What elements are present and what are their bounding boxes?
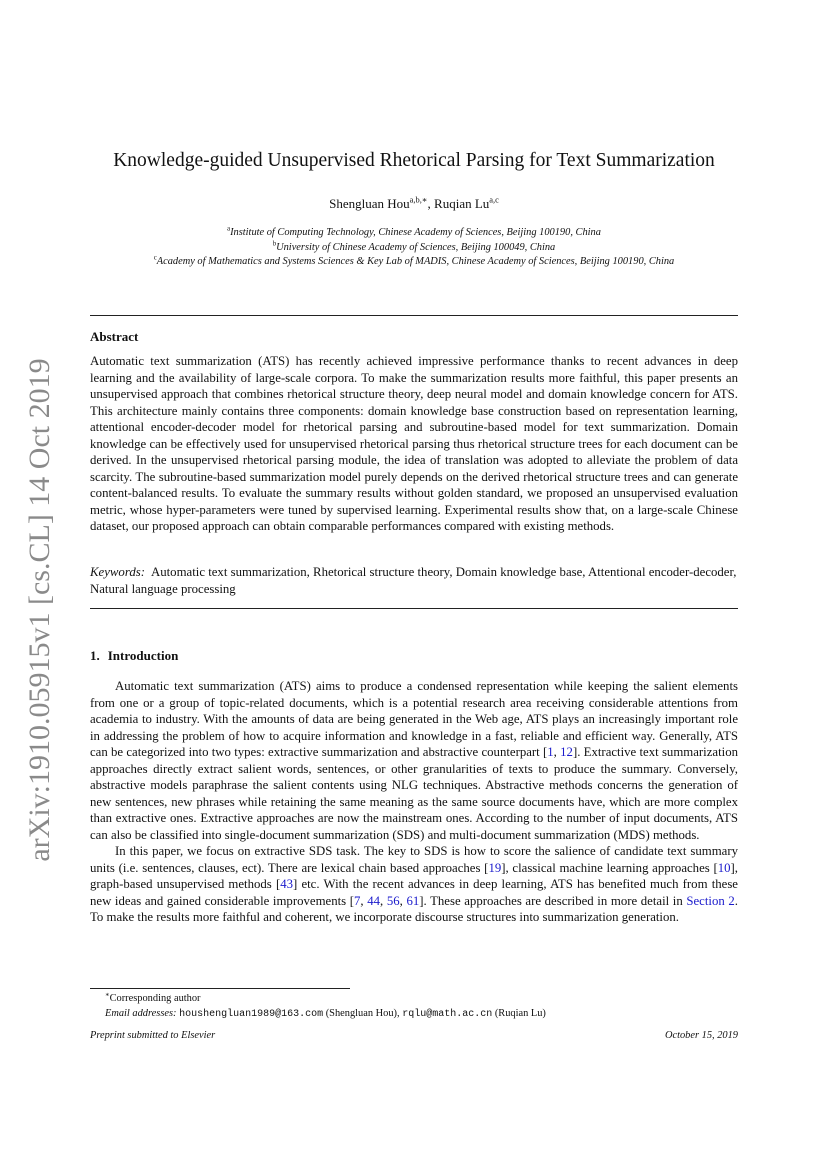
abstract-text: Automatic text summarization (ATS) has recently achieved impressive performance thanks to recent advances in deep learning and the availability of large-scale corpora. To make the summarization results more faithful, this paper presents an unsupervised approach that combines rhetorical structure theory, deep neural model and domain knowledge concern for ATS. This architecture mainly contains three components: domain knowledge base construction based on representation learning, attentional encoder-decoder model for rhetorical parsing and subroutine-based model for text summarization. Domain knowledge can be effectively used for unsupervised rhetorical parsing thus rhetorical structure trees for each document can be derived. In the unsupervised rhetorical parsing module, the idea of translation was adopted to alleviate the problem of data scarcity. The subroutine-based summarization model purely depends on the derived rhetorical structure trees and can generate content-balanced results. To evaluate the summary results without golden standard, we proposed an unsupervised evaluation metric, whose hyper-parameters were tuned by supervised learning. Experimental results show that, on a large-scale Chinese dataset, our proposed approach can obtain comparable performances compared with existing methods. bbox=[90, 354, 738, 533]
section-cross-ref-link[interactable]: Section 2 bbox=[686, 893, 735, 908]
intro-paragraph bbox=[90, 678, 738, 843]
footer-date: October 15, 2019 bbox=[664, 1030, 738, 1041]
affiliation-mark: a bbox=[227, 225, 231, 233]
affiliation-mark: b bbox=[272, 240, 277, 248]
author-separator: , bbox=[427, 196, 435, 211]
footnote-divider bbox=[90, 988, 350, 989]
text-run: , bbox=[360, 893, 368, 908]
keywords bbox=[90, 564, 738, 597]
affiliation-item bbox=[90, 241, 738, 256]
citation-link[interactable]: 7 bbox=[354, 893, 361, 908]
email-owner: (Ruqian Lu) bbox=[492, 1008, 546, 1019]
affiliation-mark: c bbox=[153, 254, 157, 262]
text-run: ], classical machine learning approaches [ bbox=[501, 860, 718, 875]
affiliation-text: Institute of Computing Technology, Chinese Academy of Sciences, Beijing 100190, China bbox=[230, 227, 601, 238]
citation-link[interactable]: 10 bbox=[717, 860, 731, 875]
text-run: Automatic text summarization (ATS) aims to produce a condensed representation while keeping the salient elements from one or a group of topic-related documents, which is a potential research area receiving considerable attentions from academia to industry. With the amounts of data are being generated in the Web age, ATS plays an increasingly important role in addressing the problem of how to acquire information and knowledge in a fast, reliable and efficient way. Generally, ATS can be categorized into two types: extractive summarization and abstractive counterpart [ bbox=[90, 679, 738, 759]
affiliation-item bbox=[90, 255, 738, 270]
section-number: 1. bbox=[90, 648, 100, 663]
author-line bbox=[90, 196, 738, 212]
affiliations bbox=[90, 226, 738, 270]
intro-paragraph bbox=[90, 843, 738, 926]
section-title: Introduction bbox=[107, 648, 179, 663]
footer-submission-note: Preprint submitted to Elsevier bbox=[90, 1030, 216, 1041]
introduction-body bbox=[90, 678, 738, 926]
affiliation-text: University of Chinese Academy of Sciences, Beijing 100049, China bbox=[276, 241, 556, 253]
author-affil-marks: a,b,∗ bbox=[409, 194, 428, 205]
author-name: Shengluan Hou bbox=[329, 196, 410, 211]
footnote bbox=[105, 991, 725, 1022]
footnote-emails bbox=[105, 1006, 725, 1022]
citation-link[interactable]: 61 bbox=[406, 893, 420, 908]
email-address[interactable]: houshengluan1989@163.com bbox=[179, 1009, 324, 1020]
email-label: Email addresses: bbox=[105, 1008, 177, 1019]
citation-link[interactable]: 19 bbox=[488, 860, 502, 875]
keywords-text: Automatic text summarization, Rhetorical structure theory, Domain knowledge base, Attentional encoder-decoder, Natural language processing bbox=[90, 565, 737, 596]
email-address[interactable]: rqlu@math.ac.cn bbox=[402, 1009, 493, 1020]
text-run: , bbox=[380, 893, 387, 908]
author-name: Ruqian Lu bbox=[434, 196, 490, 211]
text-run: ], graph-based unsupervised methods [ bbox=[90, 860, 738, 891]
text-run: ] etc. With the recent advances in deep learning, ATS has benefited much from these new ideas and gained considerable improvements [ bbox=[90, 877, 738, 908]
author-affil-marks: a,c bbox=[489, 194, 499, 205]
text-run: . To make the results more faithful and coherent, we incorporate discourse structures into summarization generation. bbox=[90, 893, 738, 924]
abstract-heading: Abstract bbox=[90, 329, 139, 344]
affiliation-text: Academy of Mathematics and Systems Sciences & Key Lab of MADIS, Chinese Academy of Sciences, Beijing 100190, China bbox=[156, 256, 675, 267]
text-run: ]. Extractive text summarization approaches directly extract salient words, sentences, or other granularities of texts to produce the summary. Conversely, abstractive models paraphrase the salient contents using NLG techniques. Abstractive methods concerns the generation of new sentences, new phrases while retaining the same meaning as the same source documents have, which are more complex than extractive ones. Extractive approaches are now the mainstream ones. According to the number of input documents, ATS can also be classified into single-document summarization (SDS) and multi-document summarization (MDS) methods. bbox=[90, 745, 738, 842]
citation-link[interactable]: 56 bbox=[386, 893, 400, 908]
footnote-corresponding bbox=[105, 991, 725, 1006]
arxiv-margin-stamp: arXiv:1910.05915v1 [cs.CL] 14 Oct 2019 bbox=[23, 358, 56, 862]
paper-title: Knowledge-guided Unsupervised Rhetorical Parsing for Text Summarization bbox=[113, 150, 715, 171]
email-owner: (Shengluan Hou), bbox=[323, 1008, 403, 1019]
citation-link[interactable]: 44 bbox=[367, 893, 381, 908]
text-run: , bbox=[553, 745, 561, 759]
bottom-divider bbox=[90, 608, 738, 609]
affiliation-item bbox=[90, 226, 738, 241]
top-divider bbox=[90, 315, 738, 316]
citation-link[interactable]: 1 bbox=[547, 745, 554, 759]
footnote-corresponding-text: Corresponding author bbox=[109, 993, 201, 1004]
footnote-mark: ∗ bbox=[105, 991, 110, 999]
keywords-label: Keywords: bbox=[90, 565, 145, 579]
citation-link[interactable]: 12 bbox=[560, 745, 573, 759]
text-run: , bbox=[399, 893, 407, 908]
citation-link[interactable]: 43 bbox=[280, 877, 294, 891]
text-run: In this paper, we focus on extractive SDS task. The key to SDS is how to score the salience of candidate text summary units (i.e. sentences, clauses, ect). There are lexical chain based approaches [ bbox=[90, 844, 738, 875]
text-run: ]. These approaches are described in more detail in bbox=[419, 893, 687, 908]
section-heading bbox=[90, 648, 178, 664]
